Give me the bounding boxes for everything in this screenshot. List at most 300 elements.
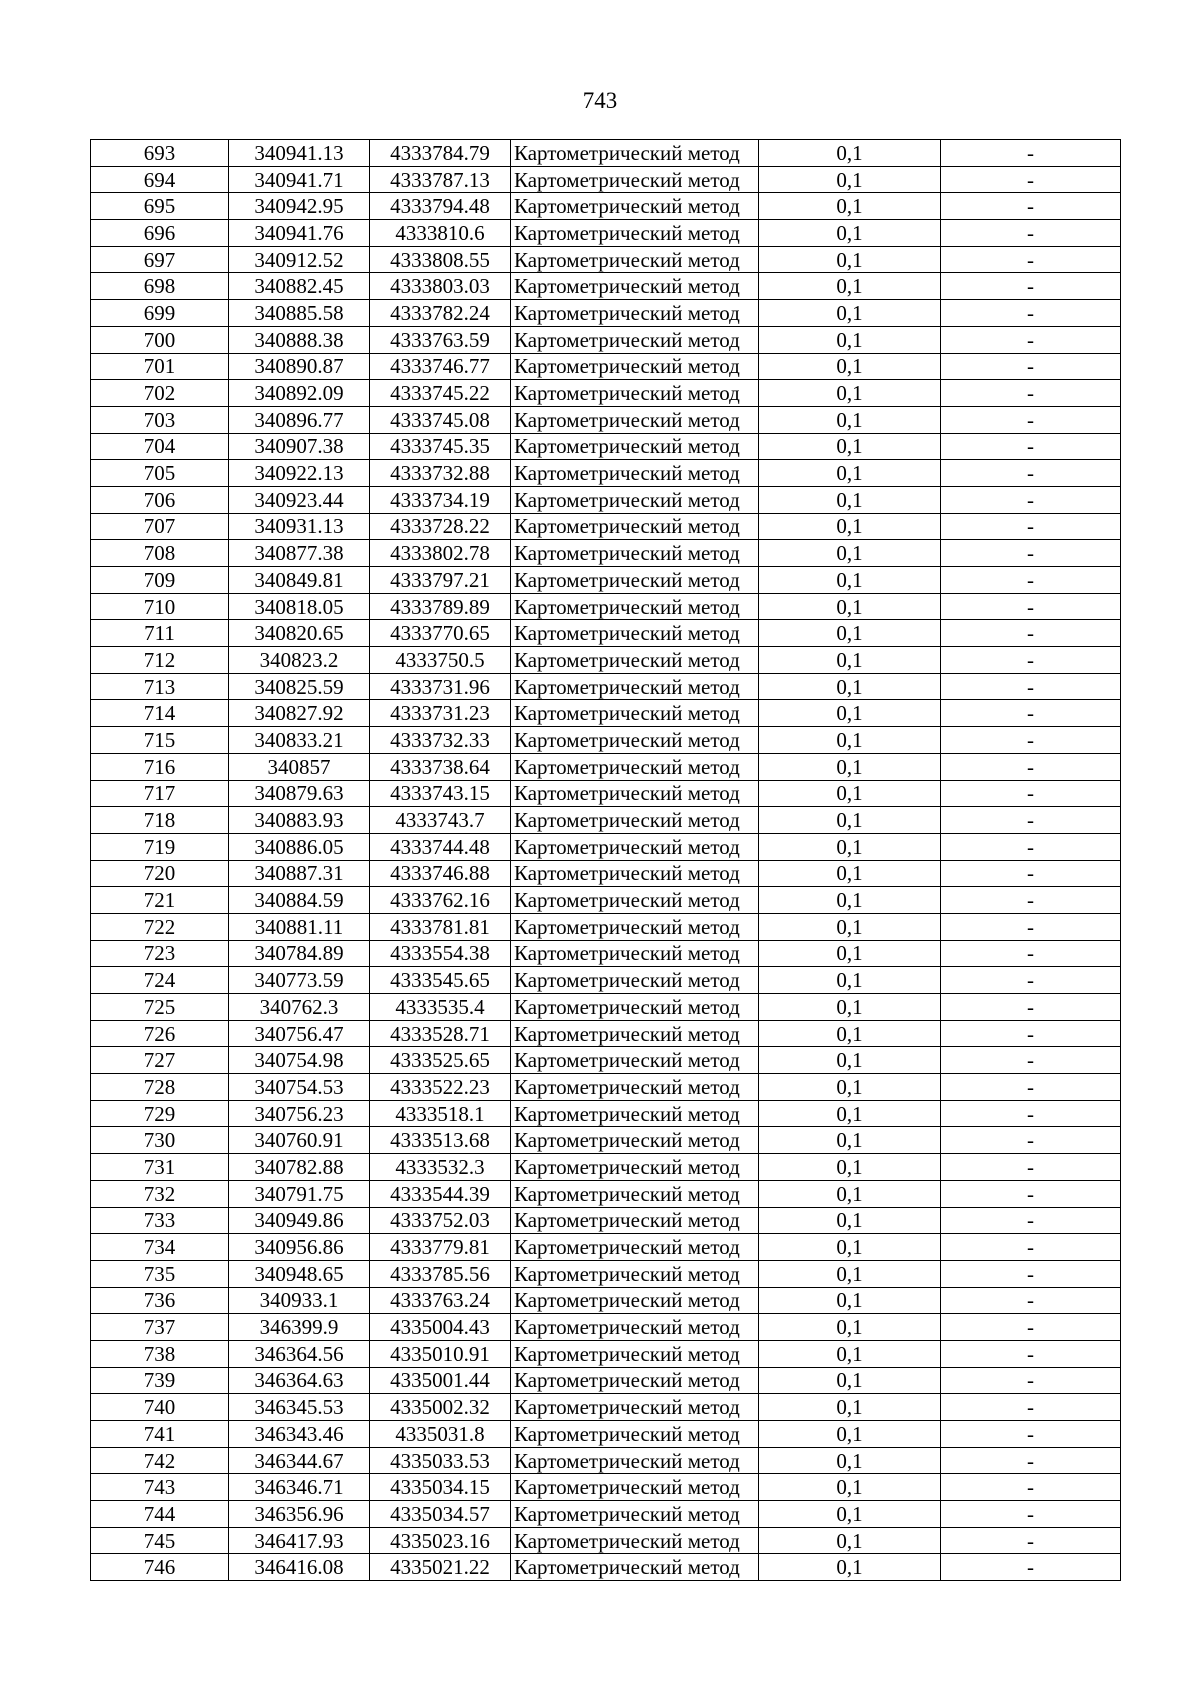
accuracy-cell: 0,1 bbox=[759, 353, 941, 380]
point-number-cell: 703 bbox=[91, 406, 229, 433]
table-row bbox=[91, 860, 1121, 887]
method-cell: Картометрический метод bbox=[511, 1447, 759, 1474]
table-row bbox=[91, 807, 1121, 834]
accuracy-cell: 0,1 bbox=[759, 807, 941, 834]
accuracy-cell: 0,1 bbox=[759, 940, 941, 967]
table-row bbox=[91, 1260, 1121, 1287]
method-cell: Картометрический метод bbox=[511, 406, 759, 433]
x-coordinate-cell: 340784.89 bbox=[229, 940, 370, 967]
method-cell: Картометрический метод bbox=[511, 193, 759, 220]
description-cell: - bbox=[941, 540, 1121, 567]
description-cell: - bbox=[941, 1154, 1121, 1181]
accuracy-cell: 0,1 bbox=[759, 1501, 941, 1528]
table-row bbox=[91, 273, 1121, 300]
y-coordinate-cell: 4333535.4 bbox=[370, 994, 511, 1021]
method-cell: Картометрический метод bbox=[511, 833, 759, 860]
description-cell: - bbox=[941, 887, 1121, 914]
method-cell: Картометрический метод bbox=[511, 1527, 759, 1554]
description-cell: - bbox=[941, 860, 1121, 887]
description-cell: - bbox=[941, 1394, 1121, 1421]
point-number-cell: 713 bbox=[91, 673, 229, 700]
accuracy-cell: 0,1 bbox=[759, 166, 941, 193]
method-cell: Картометрический метод bbox=[511, 860, 759, 887]
y-coordinate-cell: 4333787.13 bbox=[370, 166, 511, 193]
y-coordinate-cell: 4333731.96 bbox=[370, 673, 511, 700]
y-coordinate-cell: 4333752.03 bbox=[370, 1207, 511, 1234]
y-coordinate-cell: 4333554.38 bbox=[370, 940, 511, 967]
method-cell: Картометрический метод bbox=[511, 1394, 759, 1421]
accuracy-cell: 0,1 bbox=[759, 1287, 941, 1314]
method-cell: Картометрический метод bbox=[511, 540, 759, 567]
y-coordinate-cell: 4333782.24 bbox=[370, 300, 511, 327]
x-coordinate-cell: 340892.09 bbox=[229, 380, 370, 407]
accuracy-cell: 0,1 bbox=[759, 1367, 941, 1394]
table-row bbox=[91, 1527, 1121, 1554]
y-coordinate-cell: 4333763.59 bbox=[370, 326, 511, 353]
method-cell: Картометрический метод bbox=[511, 273, 759, 300]
point-number-cell: 697 bbox=[91, 246, 229, 273]
table-row bbox=[91, 967, 1121, 994]
description-cell: - bbox=[941, 1501, 1121, 1528]
description-cell: - bbox=[941, 433, 1121, 460]
coordinates-table bbox=[90, 139, 1121, 1581]
method-cell: Картометрический метод bbox=[511, 780, 759, 807]
accuracy-cell: 0,1 bbox=[759, 1100, 941, 1127]
description-cell: - bbox=[941, 460, 1121, 487]
description-cell: - bbox=[941, 1474, 1121, 1501]
table-row bbox=[91, 1127, 1121, 1154]
x-coordinate-cell: 346417.93 bbox=[229, 1527, 370, 1554]
table-row bbox=[91, 994, 1121, 1021]
table-row bbox=[91, 540, 1121, 567]
method-cell: Картометрический метод bbox=[511, 994, 759, 1021]
point-number-cell: 704 bbox=[91, 433, 229, 460]
table-row bbox=[91, 727, 1121, 754]
table-row bbox=[91, 220, 1121, 247]
y-coordinate-cell: 4335034.15 bbox=[370, 1474, 511, 1501]
y-coordinate-cell: 4333728.22 bbox=[370, 513, 511, 540]
page-number: 743 bbox=[582, 88, 618, 113]
method-cell: Картометрический метод bbox=[511, 1340, 759, 1367]
description-cell: - bbox=[941, 1020, 1121, 1047]
description-cell: - bbox=[941, 273, 1121, 300]
table-row bbox=[91, 833, 1121, 860]
point-number-cell: 743 bbox=[91, 1474, 229, 1501]
y-coordinate-cell: 4333744.48 bbox=[370, 833, 511, 860]
y-coordinate-cell: 4333785.56 bbox=[370, 1260, 511, 1287]
method-cell: Картометрический метод bbox=[511, 1474, 759, 1501]
table-row bbox=[91, 780, 1121, 807]
table-row bbox=[91, 647, 1121, 674]
description-cell: - bbox=[941, 1287, 1121, 1314]
point-number-cell: 712 bbox=[91, 647, 229, 674]
method-cell: Картометрический метод bbox=[511, 700, 759, 727]
y-coordinate-cell: 4335033.53 bbox=[370, 1447, 511, 1474]
y-coordinate-cell: 4335021.22 bbox=[370, 1554, 511, 1581]
description-cell: - bbox=[941, 140, 1121, 167]
point-number-cell: 711 bbox=[91, 620, 229, 647]
description-cell: - bbox=[941, 940, 1121, 967]
table-row bbox=[91, 913, 1121, 940]
x-coordinate-cell: 340849.81 bbox=[229, 567, 370, 594]
description-cell: - bbox=[941, 1367, 1121, 1394]
accuracy-cell: 0,1 bbox=[759, 1474, 941, 1501]
y-coordinate-cell: 4335004.43 bbox=[370, 1314, 511, 1341]
y-coordinate-cell: 4335002.32 bbox=[370, 1394, 511, 1421]
accuracy-cell: 0,1 bbox=[759, 246, 941, 273]
accuracy-cell: 0,1 bbox=[759, 193, 941, 220]
x-coordinate-cell: 340877.38 bbox=[229, 540, 370, 567]
point-number-cell: 716 bbox=[91, 753, 229, 780]
table-body bbox=[91, 140, 1121, 1581]
description-cell: - bbox=[941, 1234, 1121, 1261]
description-cell: - bbox=[941, 513, 1121, 540]
description-cell: - bbox=[941, 700, 1121, 727]
accuracy-cell: 0,1 bbox=[759, 460, 941, 487]
point-number-cell: 714 bbox=[91, 700, 229, 727]
point-number-cell: 742 bbox=[91, 1447, 229, 1474]
y-coordinate-cell: 4333781.81 bbox=[370, 913, 511, 940]
table-row bbox=[91, 433, 1121, 460]
point-number-cell: 707 bbox=[91, 513, 229, 540]
accuracy-cell: 0,1 bbox=[759, 1207, 941, 1234]
method-cell: Картометрический метод bbox=[511, 1287, 759, 1314]
point-number-cell: 735 bbox=[91, 1260, 229, 1287]
table-row bbox=[91, 1394, 1121, 1421]
point-number-cell: 736 bbox=[91, 1287, 229, 1314]
y-coordinate-cell: 4333745.35 bbox=[370, 433, 511, 460]
table-row bbox=[91, 700, 1121, 727]
table-row bbox=[91, 1180, 1121, 1207]
accuracy-cell: 0,1 bbox=[759, 1180, 941, 1207]
point-number-cell: 738 bbox=[91, 1340, 229, 1367]
table-row bbox=[91, 1447, 1121, 1474]
table-row bbox=[91, 887, 1121, 914]
point-number-cell: 700 bbox=[91, 326, 229, 353]
point-number-cell: 725 bbox=[91, 994, 229, 1021]
table-row bbox=[91, 1340, 1121, 1367]
x-coordinate-cell: 340754.53 bbox=[229, 1074, 370, 1101]
description-cell: - bbox=[941, 833, 1121, 860]
y-coordinate-cell: 4333732.88 bbox=[370, 460, 511, 487]
method-cell: Картометрический метод bbox=[511, 380, 759, 407]
point-number-cell: 737 bbox=[91, 1314, 229, 1341]
x-coordinate-cell: 340818.05 bbox=[229, 593, 370, 620]
y-coordinate-cell: 4333763.24 bbox=[370, 1287, 511, 1314]
point-number-cell: 726 bbox=[91, 1020, 229, 1047]
point-number-cell: 727 bbox=[91, 1047, 229, 1074]
x-coordinate-cell: 340825.59 bbox=[229, 673, 370, 700]
y-coordinate-cell: 4335010.91 bbox=[370, 1340, 511, 1367]
point-number-cell: 724 bbox=[91, 967, 229, 994]
x-coordinate-cell: 340883.93 bbox=[229, 807, 370, 834]
table-row bbox=[91, 940, 1121, 967]
accuracy-cell: 0,1 bbox=[759, 620, 941, 647]
accuracy-cell: 0,1 bbox=[759, 994, 941, 1021]
method-cell: Картометрический метод bbox=[511, 1127, 759, 1154]
description-cell: - bbox=[941, 1447, 1121, 1474]
y-coordinate-cell: 4333528.71 bbox=[370, 1020, 511, 1047]
method-cell: Картометрический метод bbox=[511, 567, 759, 594]
table-row bbox=[91, 326, 1121, 353]
y-coordinate-cell: 4335034.57 bbox=[370, 1501, 511, 1528]
y-coordinate-cell: 4333810.6 bbox=[370, 220, 511, 247]
y-coordinate-cell: 4333734.19 bbox=[370, 486, 511, 513]
y-coordinate-cell: 4333525.65 bbox=[370, 1047, 511, 1074]
table-row bbox=[91, 353, 1121, 380]
accuracy-cell: 0,1 bbox=[759, 380, 941, 407]
description-cell: - bbox=[941, 1127, 1121, 1154]
x-coordinate-cell: 340933.1 bbox=[229, 1287, 370, 1314]
description-cell: - bbox=[941, 1314, 1121, 1341]
y-coordinate-cell: 4335023.16 bbox=[370, 1527, 511, 1554]
point-number-cell: 722 bbox=[91, 913, 229, 940]
table-row bbox=[91, 300, 1121, 327]
x-coordinate-cell: 340857 bbox=[229, 753, 370, 780]
table-row bbox=[91, 567, 1121, 594]
table-row bbox=[91, 1367, 1121, 1394]
method-cell: Картометрический метод bbox=[511, 1260, 759, 1287]
point-number-cell: 708 bbox=[91, 540, 229, 567]
accuracy-cell: 0,1 bbox=[759, 513, 941, 540]
accuracy-cell: 0,1 bbox=[759, 727, 941, 754]
y-coordinate-cell: 4335031.8 bbox=[370, 1421, 511, 1448]
point-number-cell: 710 bbox=[91, 593, 229, 620]
x-coordinate-cell: 340907.38 bbox=[229, 433, 370, 460]
x-coordinate-cell: 346345.53 bbox=[229, 1394, 370, 1421]
x-coordinate-cell: 340833.21 bbox=[229, 727, 370, 754]
x-coordinate-cell: 340823.2 bbox=[229, 647, 370, 674]
x-coordinate-cell: 346344.67 bbox=[229, 1447, 370, 1474]
description-cell: - bbox=[941, 807, 1121, 834]
y-coordinate-cell: 4333745.08 bbox=[370, 406, 511, 433]
point-number-cell: 694 bbox=[91, 166, 229, 193]
x-coordinate-cell: 340942.95 bbox=[229, 193, 370, 220]
point-number-cell: 709 bbox=[91, 567, 229, 594]
point-number-cell: 741 bbox=[91, 1421, 229, 1448]
point-number-cell: 718 bbox=[91, 807, 229, 834]
method-cell: Картометрический метод bbox=[511, 593, 759, 620]
accuracy-cell: 0,1 bbox=[759, 433, 941, 460]
x-coordinate-cell: 346346.71 bbox=[229, 1474, 370, 1501]
point-number-cell: 739 bbox=[91, 1367, 229, 1394]
method-cell: Картометрический метод bbox=[511, 166, 759, 193]
x-coordinate-cell: 340948.65 bbox=[229, 1260, 370, 1287]
y-coordinate-cell: 4333545.65 bbox=[370, 967, 511, 994]
point-number-cell: 717 bbox=[91, 780, 229, 807]
x-coordinate-cell: 340896.77 bbox=[229, 406, 370, 433]
method-cell: Картометрический метод bbox=[511, 1100, 759, 1127]
accuracy-cell: 0,1 bbox=[759, 913, 941, 940]
table-row bbox=[91, 513, 1121, 540]
y-coordinate-cell: 4333746.77 bbox=[370, 353, 511, 380]
accuracy-cell: 0,1 bbox=[759, 1340, 941, 1367]
method-cell: Картометрический метод bbox=[511, 647, 759, 674]
x-coordinate-cell: 340941.76 bbox=[229, 220, 370, 247]
y-coordinate-cell: 4333802.78 bbox=[370, 540, 511, 567]
x-coordinate-cell: 340760.91 bbox=[229, 1127, 370, 1154]
description-cell: - bbox=[941, 353, 1121, 380]
description-cell: - bbox=[941, 406, 1121, 433]
table-row bbox=[91, 1047, 1121, 1074]
method-cell: Картометрический метод bbox=[511, 620, 759, 647]
table-row bbox=[91, 1020, 1121, 1047]
point-number-cell: 698 bbox=[91, 273, 229, 300]
y-coordinate-cell: 4333532.3 bbox=[370, 1154, 511, 1181]
table-row bbox=[91, 406, 1121, 433]
x-coordinate-cell: 340827.92 bbox=[229, 700, 370, 727]
point-number-cell: 706 bbox=[91, 486, 229, 513]
description-cell: - bbox=[941, 246, 1121, 273]
method-cell: Картометрический метод bbox=[511, 486, 759, 513]
accuracy-cell: 0,1 bbox=[759, 967, 941, 994]
table-row bbox=[91, 593, 1121, 620]
x-coordinate-cell: 340887.31 bbox=[229, 860, 370, 887]
y-coordinate-cell: 4333738.64 bbox=[370, 753, 511, 780]
accuracy-cell: 0,1 bbox=[759, 593, 941, 620]
method-cell: Картометрический метод bbox=[511, 1154, 759, 1181]
y-coordinate-cell: 4333779.81 bbox=[370, 1234, 511, 1261]
y-coordinate-cell: 4333743.15 bbox=[370, 780, 511, 807]
method-cell: Картометрический метод bbox=[511, 220, 759, 247]
accuracy-cell: 0,1 bbox=[759, 1314, 941, 1341]
description-cell: - bbox=[941, 380, 1121, 407]
table-row bbox=[91, 140, 1121, 167]
description-cell: - bbox=[941, 753, 1121, 780]
accuracy-cell: 0,1 bbox=[759, 486, 941, 513]
point-number-cell: 720 bbox=[91, 860, 229, 887]
x-coordinate-cell: 340890.87 bbox=[229, 353, 370, 380]
description-cell: - bbox=[941, 620, 1121, 647]
point-number-cell: 745 bbox=[91, 1527, 229, 1554]
point-number-cell: 699 bbox=[91, 300, 229, 327]
x-coordinate-cell: 340882.45 bbox=[229, 273, 370, 300]
method-cell: Картометрический метод bbox=[511, 967, 759, 994]
y-coordinate-cell: 4333770.65 bbox=[370, 620, 511, 647]
description-cell: - bbox=[941, 300, 1121, 327]
method-cell: Картометрический метод bbox=[511, 300, 759, 327]
accuracy-cell: 0,1 bbox=[759, 326, 941, 353]
accuracy-cell: 0,1 bbox=[759, 1074, 941, 1101]
accuracy-cell: 0,1 bbox=[759, 833, 941, 860]
table-row bbox=[91, 166, 1121, 193]
table-row bbox=[91, 1554, 1121, 1581]
x-coordinate-cell: 340791.75 bbox=[229, 1180, 370, 1207]
y-coordinate-cell: 4333789.89 bbox=[370, 593, 511, 620]
accuracy-cell: 0,1 bbox=[759, 1154, 941, 1181]
y-coordinate-cell: 4333808.55 bbox=[370, 246, 511, 273]
method-cell: Картометрический метод bbox=[511, 1180, 759, 1207]
y-coordinate-cell: 4333743.7 bbox=[370, 807, 511, 834]
method-cell: Картометрический метод bbox=[511, 1367, 759, 1394]
method-cell: Картометрический метод bbox=[511, 1554, 759, 1581]
x-coordinate-cell: 340956.86 bbox=[229, 1234, 370, 1261]
table-row bbox=[91, 1501, 1121, 1528]
description-cell: - bbox=[941, 486, 1121, 513]
x-coordinate-cell: 340912.52 bbox=[229, 246, 370, 273]
y-coordinate-cell: 4333797.21 bbox=[370, 567, 511, 594]
point-number-cell: 744 bbox=[91, 1501, 229, 1528]
description-cell: - bbox=[941, 994, 1121, 1021]
accuracy-cell: 0,1 bbox=[759, 1127, 941, 1154]
description-cell: - bbox=[941, 1340, 1121, 1367]
method-cell: Картометрический метод bbox=[511, 353, 759, 380]
description-cell: - bbox=[941, 913, 1121, 940]
table-row bbox=[91, 193, 1121, 220]
method-cell: Картометрический метод bbox=[511, 140, 759, 167]
x-coordinate-cell: 340879.63 bbox=[229, 780, 370, 807]
description-cell: - bbox=[941, 1180, 1121, 1207]
method-cell: Картометрический метод bbox=[511, 513, 759, 540]
table-row bbox=[91, 486, 1121, 513]
table-row bbox=[91, 1421, 1121, 1448]
description-cell: - bbox=[941, 780, 1121, 807]
point-number-cell: 732 bbox=[91, 1180, 229, 1207]
y-coordinate-cell: 4333544.39 bbox=[370, 1180, 511, 1207]
accuracy-cell: 0,1 bbox=[759, 753, 941, 780]
table-row bbox=[91, 1074, 1121, 1101]
point-number-cell: 728 bbox=[91, 1074, 229, 1101]
description-cell: - bbox=[941, 727, 1121, 754]
table-row bbox=[91, 1154, 1121, 1181]
point-number-cell: 746 bbox=[91, 1554, 229, 1581]
description-cell: - bbox=[941, 166, 1121, 193]
x-coordinate-cell: 340885.58 bbox=[229, 300, 370, 327]
accuracy-cell: 0,1 bbox=[759, 1421, 941, 1448]
description-cell: - bbox=[941, 220, 1121, 247]
point-number-cell: 701 bbox=[91, 353, 229, 380]
accuracy-cell: 0,1 bbox=[759, 860, 941, 887]
x-coordinate-cell: 340881.11 bbox=[229, 913, 370, 940]
accuracy-cell: 0,1 bbox=[759, 1394, 941, 1421]
y-coordinate-cell: 4333784.79 bbox=[370, 140, 511, 167]
table-row bbox=[91, 673, 1121, 700]
point-number-cell: 723 bbox=[91, 940, 229, 967]
table-row bbox=[91, 246, 1121, 273]
y-coordinate-cell: 4333731.23 bbox=[370, 700, 511, 727]
x-coordinate-cell: 340884.59 bbox=[229, 887, 370, 914]
y-coordinate-cell: 4335001.44 bbox=[370, 1367, 511, 1394]
accuracy-cell: 0,1 bbox=[759, 1020, 941, 1047]
accuracy-cell: 0,1 bbox=[759, 1047, 941, 1074]
description-cell: - bbox=[941, 593, 1121, 620]
x-coordinate-cell: 340888.38 bbox=[229, 326, 370, 353]
point-number-cell: 729 bbox=[91, 1100, 229, 1127]
point-number-cell: 693 bbox=[91, 140, 229, 167]
method-cell: Картометрический метод bbox=[511, 887, 759, 914]
accuracy-cell: 0,1 bbox=[759, 220, 941, 247]
method-cell: Картометрический метод bbox=[511, 1047, 759, 1074]
accuracy-cell: 0,1 bbox=[759, 1527, 941, 1554]
point-number-cell: 715 bbox=[91, 727, 229, 754]
y-coordinate-cell: 4333750.5 bbox=[370, 647, 511, 674]
description-cell: - bbox=[941, 326, 1121, 353]
x-coordinate-cell: 340922.13 bbox=[229, 460, 370, 487]
description-cell: - bbox=[941, 1527, 1121, 1554]
x-coordinate-cell: 340754.98 bbox=[229, 1047, 370, 1074]
accuracy-cell: 0,1 bbox=[759, 887, 941, 914]
y-coordinate-cell: 4333732.33 bbox=[370, 727, 511, 754]
table-row bbox=[91, 753, 1121, 780]
method-cell: Картометрический метод bbox=[511, 913, 759, 940]
description-cell: - bbox=[941, 1554, 1121, 1581]
description-cell: - bbox=[941, 647, 1121, 674]
method-cell: Картометрический метод bbox=[511, 1020, 759, 1047]
point-number-cell: 719 bbox=[91, 833, 229, 860]
accuracy-cell: 0,1 bbox=[759, 567, 941, 594]
x-coordinate-cell: 346399.9 bbox=[229, 1314, 370, 1341]
accuracy-cell: 0,1 bbox=[759, 1554, 941, 1581]
